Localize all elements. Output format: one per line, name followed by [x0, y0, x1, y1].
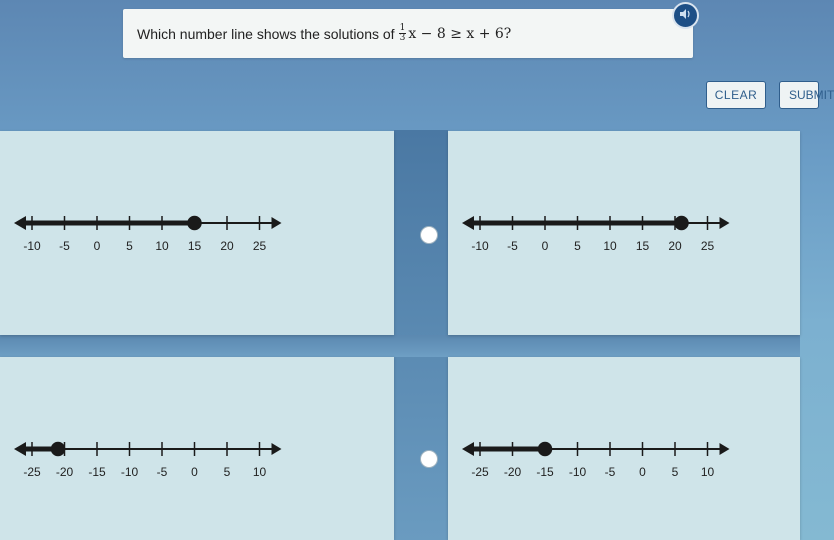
clear-button[interactable]: CLEAR — [706, 81, 766, 109]
tick-label: 0 — [639, 465, 646, 479]
question-prompt — [123, 9, 693, 58]
audio-button[interactable] — [672, 2, 699, 29]
tick-label: 20 — [220, 239, 234, 253]
number-line-a — [10, 211, 310, 271]
question-math — [399, 24, 512, 43]
right-arrow-icon — [720, 443, 730, 455]
submit-button[interactable]: SUBMIT — [779, 81, 819, 109]
tick-label: -5 — [59, 239, 70, 253]
tick-label: -5 — [156, 465, 168, 479]
tick-label: -15 — [88, 465, 106, 479]
tick-label: 10 — [252, 465, 267, 479]
tick-label: 5 — [671, 465, 679, 479]
tick-label: -15 — [536, 465, 554, 479]
tick-label: 5 — [126, 239, 133, 253]
answer-card-d[interactable] — [448, 357, 800, 540]
tick-label: -25 — [471, 465, 489, 479]
tick-label: -10 — [23, 239, 41, 253]
answer-card-c[interactable] — [0, 357, 394, 540]
radio-option-b[interactable] — [420, 226, 438, 244]
tick-label: -10 — [568, 465, 587, 479]
question-text: Which number line shows the solutions of — [137, 25, 395, 42]
right-arrow-icon — [272, 217, 282, 229]
endpoint-dot — [52, 443, 65, 456]
fraction-denominator: 3 — [399, 33, 406, 43]
tick-label: -5 — [507, 239, 518, 253]
tick-label: 0 — [541, 239, 549, 253]
number-line-d — [458, 437, 758, 497]
right-arrow-icon — [720, 217, 730, 229]
tick-label: 15 — [635, 239, 650, 253]
tick-label: -10 — [471, 239, 489, 253]
tick-label: 15 — [187, 239, 202, 253]
row-divider — [0, 335, 800, 357]
tick-label: 10 — [603, 239, 617, 253]
number-line-c — [10, 437, 310, 497]
endpoint-dot — [675, 217, 688, 230]
tick-label: -10 — [120, 465, 139, 479]
tick-label: -20 — [55, 465, 74, 479]
tick-label: 25 — [700, 239, 715, 253]
inequality-expression: x − 8 ≥ x + 6? — [408, 25, 512, 42]
tick-label: 10 — [700, 465, 715, 479]
right-arrow-icon — [272, 443, 282, 455]
tick-label: 25 — [252, 239, 267, 253]
tick-label: 0 — [191, 465, 198, 479]
answer-card-a[interactable] — [0, 131, 394, 335]
endpoint-dot — [539, 443, 552, 456]
number-line-b — [458, 211, 758, 271]
fraction — [399, 24, 407, 43]
tick-label: -20 — [503, 465, 522, 479]
radio-option-d[interactable] — [420, 450, 438, 468]
tick-label: 10 — [155, 239, 169, 253]
tick-label: -5 — [604, 465, 616, 479]
tick-label: 20 — [668, 239, 682, 253]
endpoint-dot — [188, 217, 201, 230]
answer-card-b[interactable] — [448, 131, 800, 335]
tick-label: 5 — [574, 239, 581, 253]
tick-label: 5 — [223, 465, 231, 479]
tick-label: -25 — [23, 465, 41, 479]
speaker-icon — [679, 7, 692, 25]
tick-label: 0 — [93, 239, 101, 253]
fraction-numerator: 1 — [399, 23, 406, 33]
